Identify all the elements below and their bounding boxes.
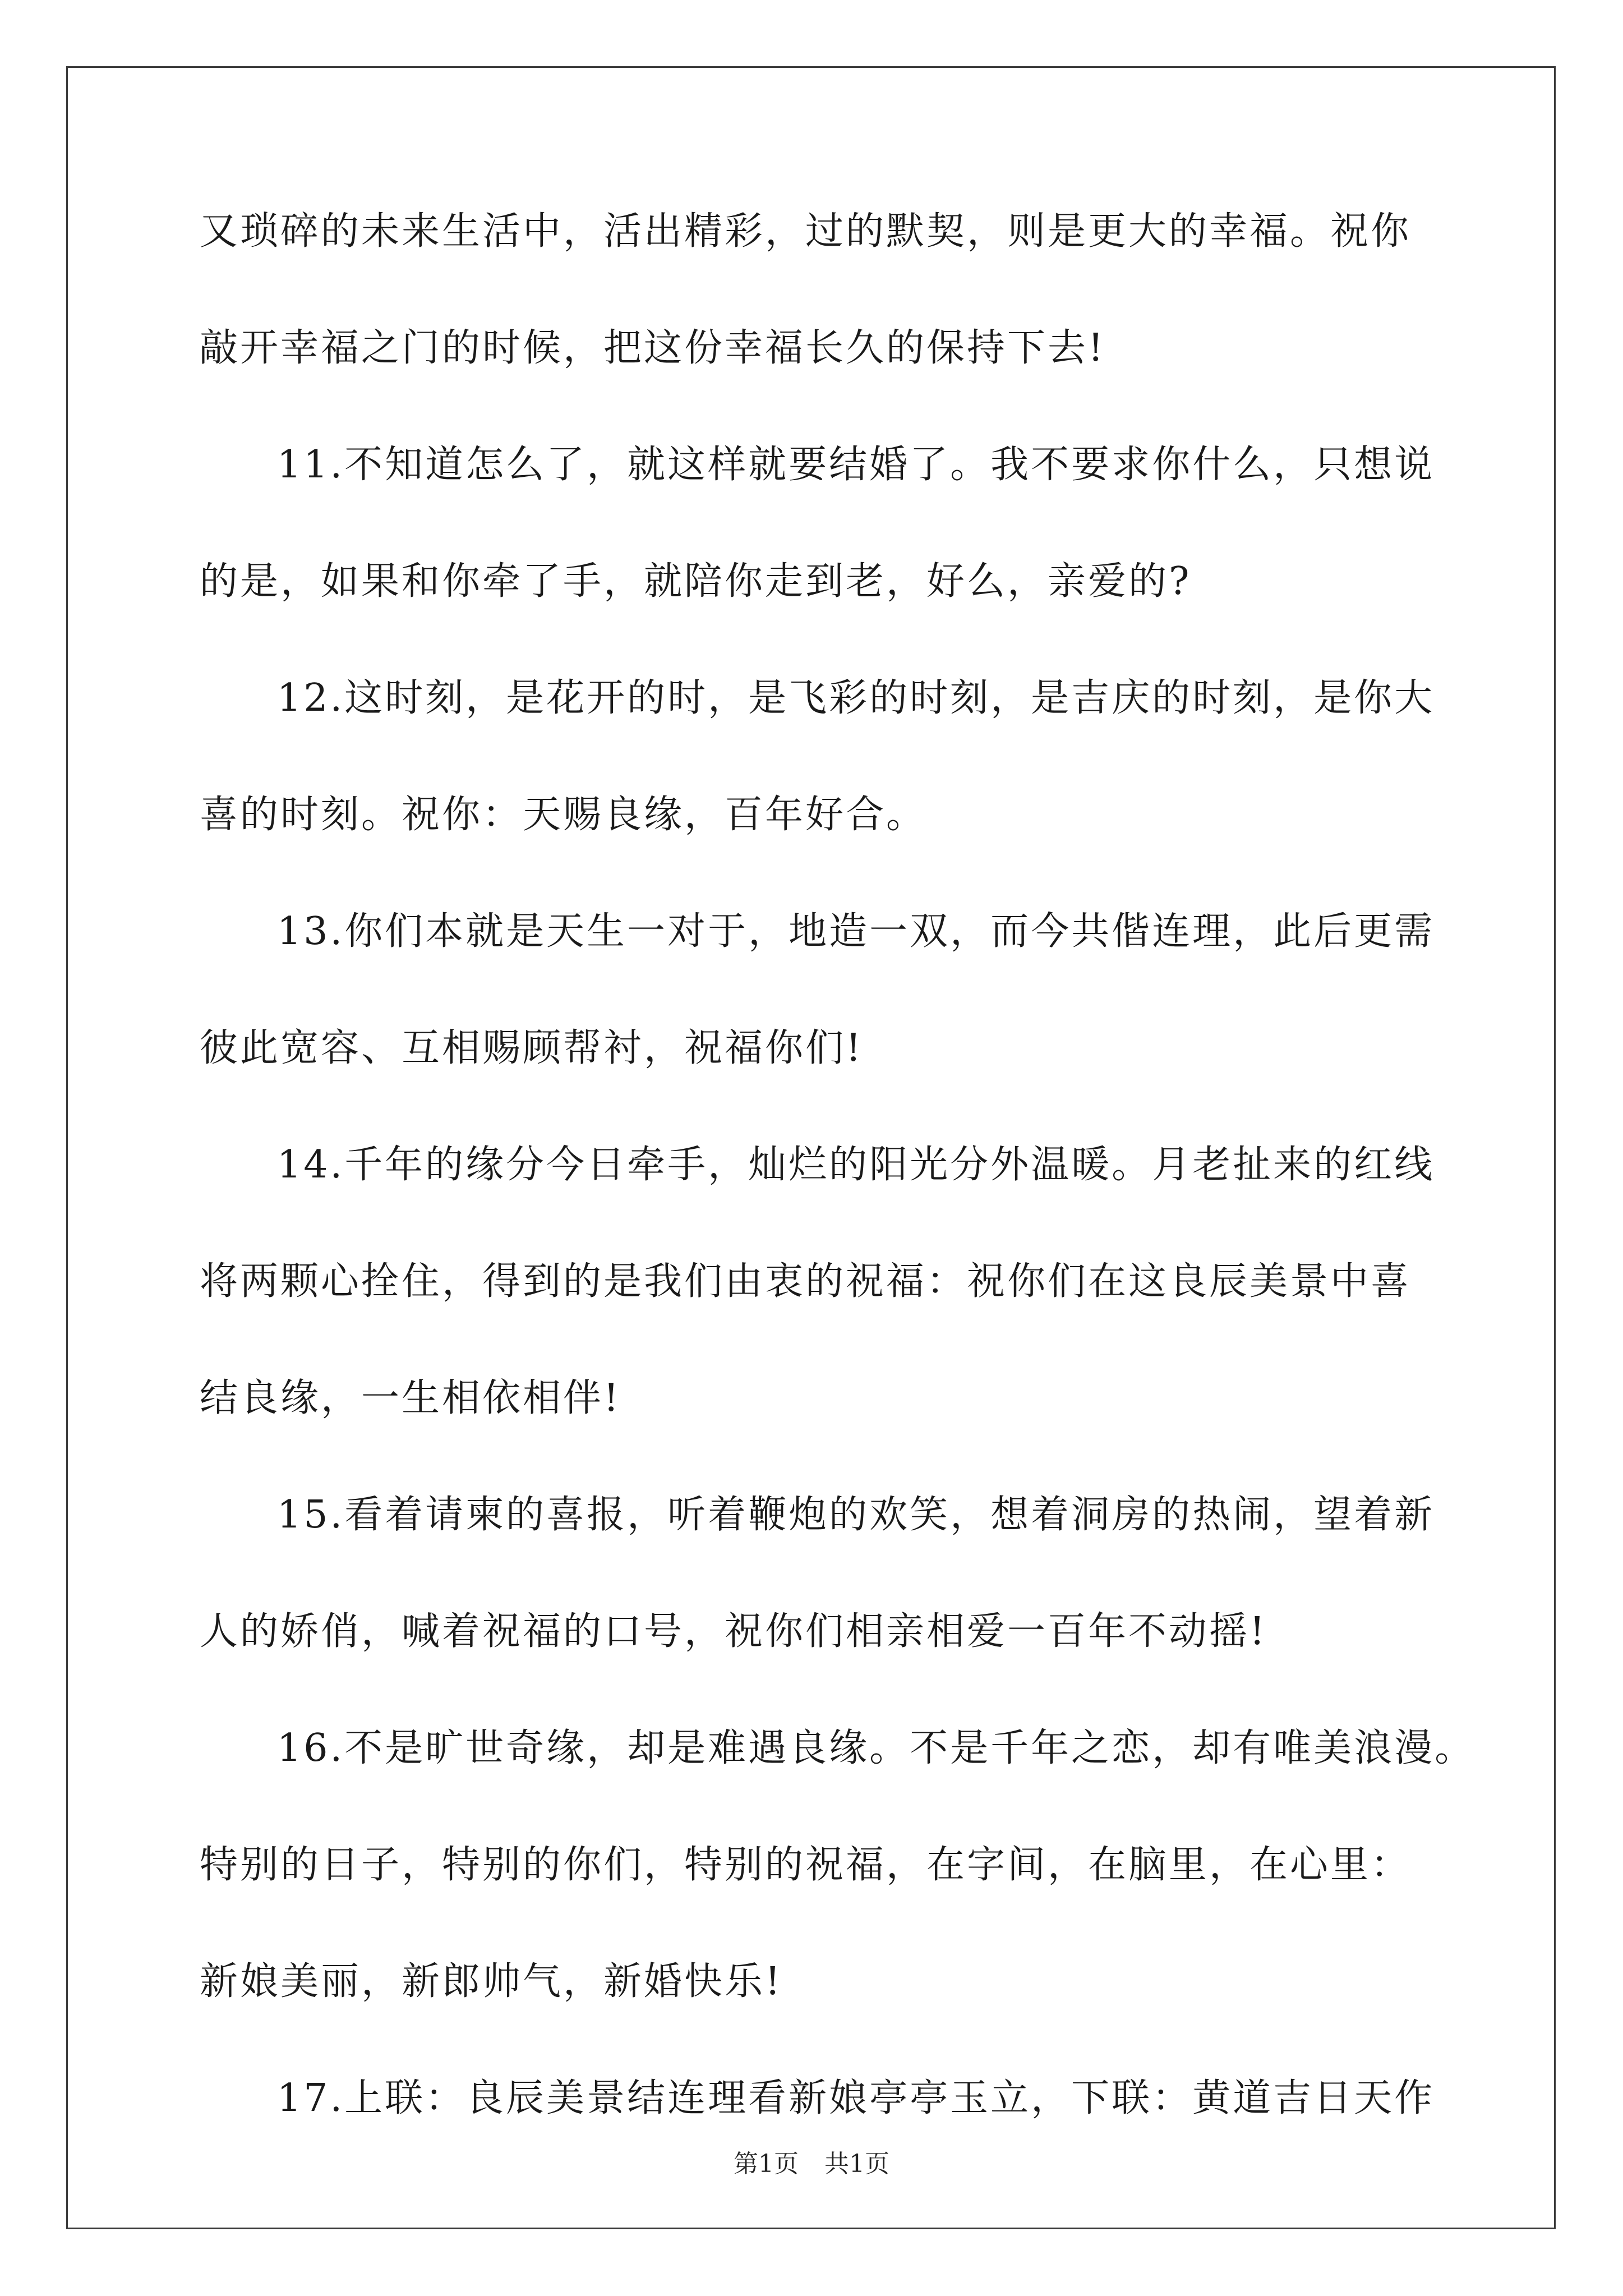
paragraph-14-line-1: 14.千年的缘分今日牵手，灿烂的阳光分外温暖。月老扯来的红线 [277,1143,1435,1187]
paragraph-11-line-1: 11.不知道怎么了，就这样就要结婚了。我不要求你什么，只想说 [277,443,1435,487]
paragraph-15-line-1: 15.看着请柬的喜报，听着鞭炮的欢笑，想着洞房的热闹，望着新 [277,1493,1435,1537]
paragraph-16-line-1: 16.不是旷世奇缘，却是难遇良缘。不是千年之恋，却有唯美浪漫。 [277,1726,1476,1770]
document-body [200,206,1476,2124]
paragraph-12-line-1: 12.这时刻，是花开的时，是飞彩的时刻，是吉庆的时刻，是你大 [277,676,1435,720]
paragraph-11-line-2: 的是，如果和你牵了手，就陪你走到老，好么，亲爱的? [200,559,1192,604]
paragraph-13-line-2: 彼此宽容、互相赐顾帮衬，祝福你们! [200,1026,864,1070]
text-line-1: 又琐碎的未来生活中，活出精彩，过的默契，则是更大的幸福。祝你 [200,209,1412,254]
paragraph-16-line-2: 特别的日子，特别的你们，特别的祝福，在字间，在脑里，在心里： [200,1843,1412,1887]
page-number: 第1页 [734,2150,799,2178]
paragraph-16-line-3: 新娘美丽，新郎帅气，新婚快乐! [200,1959,783,2004]
page-total: 共1页 [824,2150,889,2178]
text-line-2: 敲开幸福之门的时候，把这份幸福长久的保持下去! [200,326,1106,370]
paragraph-15-line-2: 人的娇俏，喊着祝福的口号，祝你们相亲相爱一百年不动摇! [200,1609,1267,1654]
paragraph-14-line-2: 将两颗心拴住，得到的是我们由衷的祝福：祝你们在这良辰美景中喜 [200,1259,1412,1304]
page-footer [0,2147,1623,2181]
paragraph-12-line-2: 喜的时刻。祝你：天赐良缘，百年好合。 [200,793,927,837]
paragraph-13-line-1: 13.你们本就是天生一对于，地造一双，而今共偕连理，此后更需 [277,909,1435,954]
paragraph-14-line-3: 结良缘，一生相依相伴! [200,1376,621,1420]
paragraph-17-line-1: 17.上联：良辰美景结连理看新娘亭亭玉立，下联：黄道吉日天作 [277,2076,1435,2120]
